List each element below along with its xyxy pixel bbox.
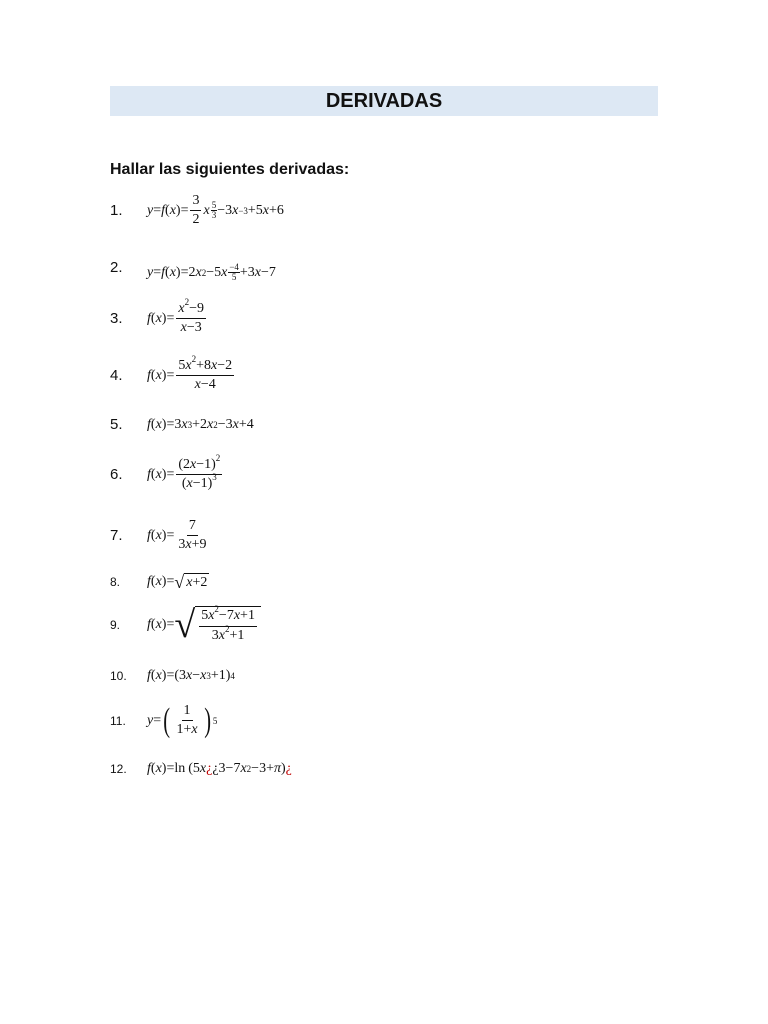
exercise-5 bbox=[110, 416, 254, 433]
exercise-number: 9. bbox=[110, 618, 121, 632]
formula-7: f ( x )= $\frac{7}{3x+9}$ bbox=[147, 518, 207, 553]
formula-8: f ( x )= √ x+2 bbox=[147, 572, 208, 592]
exercise-9 bbox=[110, 606, 261, 644]
exercise-number: 1. bbox=[110, 202, 123, 220]
exercise-number: 11. bbox=[110, 713, 126, 728]
exercise-3 bbox=[110, 297, 208, 336]
exercise-number: 2. bbox=[110, 259, 123, 276]
exercise-4 bbox=[110, 354, 236, 393]
formula-1: y = f ( x )= $\frac{3}{2}$ x 5 3 −3 x −3 +5 x +6 bbox=[147, 193, 284, 228]
exercise-11 bbox=[110, 703, 217, 738]
exercise-number: 6. bbox=[110, 466, 123, 484]
formula-10: f ( x )=(3 x − x 3 +1) 4 bbox=[147, 668, 235, 683]
formula-5: f ( x )=3 x 3 +2 x 2 −3 x +4 bbox=[147, 416, 254, 432]
exercise-number: 4. bbox=[110, 367, 123, 385]
exercise-8 bbox=[110, 573, 209, 591]
instruction-heading: Hallar las siguientes derivadas: bbox=[110, 161, 350, 178]
formula-12: f ( x )=ln (5 x ¿ ¿3−7 x 2 −3+ π ) ¿ bbox=[147, 761, 292, 776]
exercise-number: 10. bbox=[110, 669, 127, 683]
exercise-number: 8. bbox=[110, 575, 121, 589]
formula-2: y = f ( x )=2 x 2 −5 x −4 5 +3 x −7 bbox=[147, 262, 276, 282]
exercise-number: 5. bbox=[110, 416, 123, 433]
exercise-number: 12. bbox=[110, 762, 127, 776]
formula-9: f ( x )= √ $\frac{5x^2-7x+1}{3x^2+1}$ bbox=[147, 606, 261, 644]
exercise-1 bbox=[110, 193, 284, 228]
exercise-10 bbox=[110, 668, 235, 684]
exercise-12 bbox=[110, 761, 292, 777]
exercise-number: 3. bbox=[110, 310, 123, 328]
exercise-6 bbox=[110, 453, 224, 492]
formula-4: f ( x )= $\frac{5x^2+8x-2}{x-4}$ bbox=[147, 354, 233, 393]
exercise-2 bbox=[110, 253, 276, 282]
exercise-7 bbox=[110, 518, 210, 553]
formula-11: y = ( $\frac{1}{1+x}$ ) 5 bbox=[147, 701, 218, 739]
formula-3: f ( x )= $\frac{x^2-9}{x-3}$ bbox=[147, 297, 204, 336]
document-title: DERIVADAS bbox=[110, 86, 658, 116]
formula-6: f ( x )= $\frac{(2x-1)^2}{(x-1)^3}$ bbox=[147, 453, 221, 492]
exercise-number: 7. bbox=[110, 527, 123, 545]
